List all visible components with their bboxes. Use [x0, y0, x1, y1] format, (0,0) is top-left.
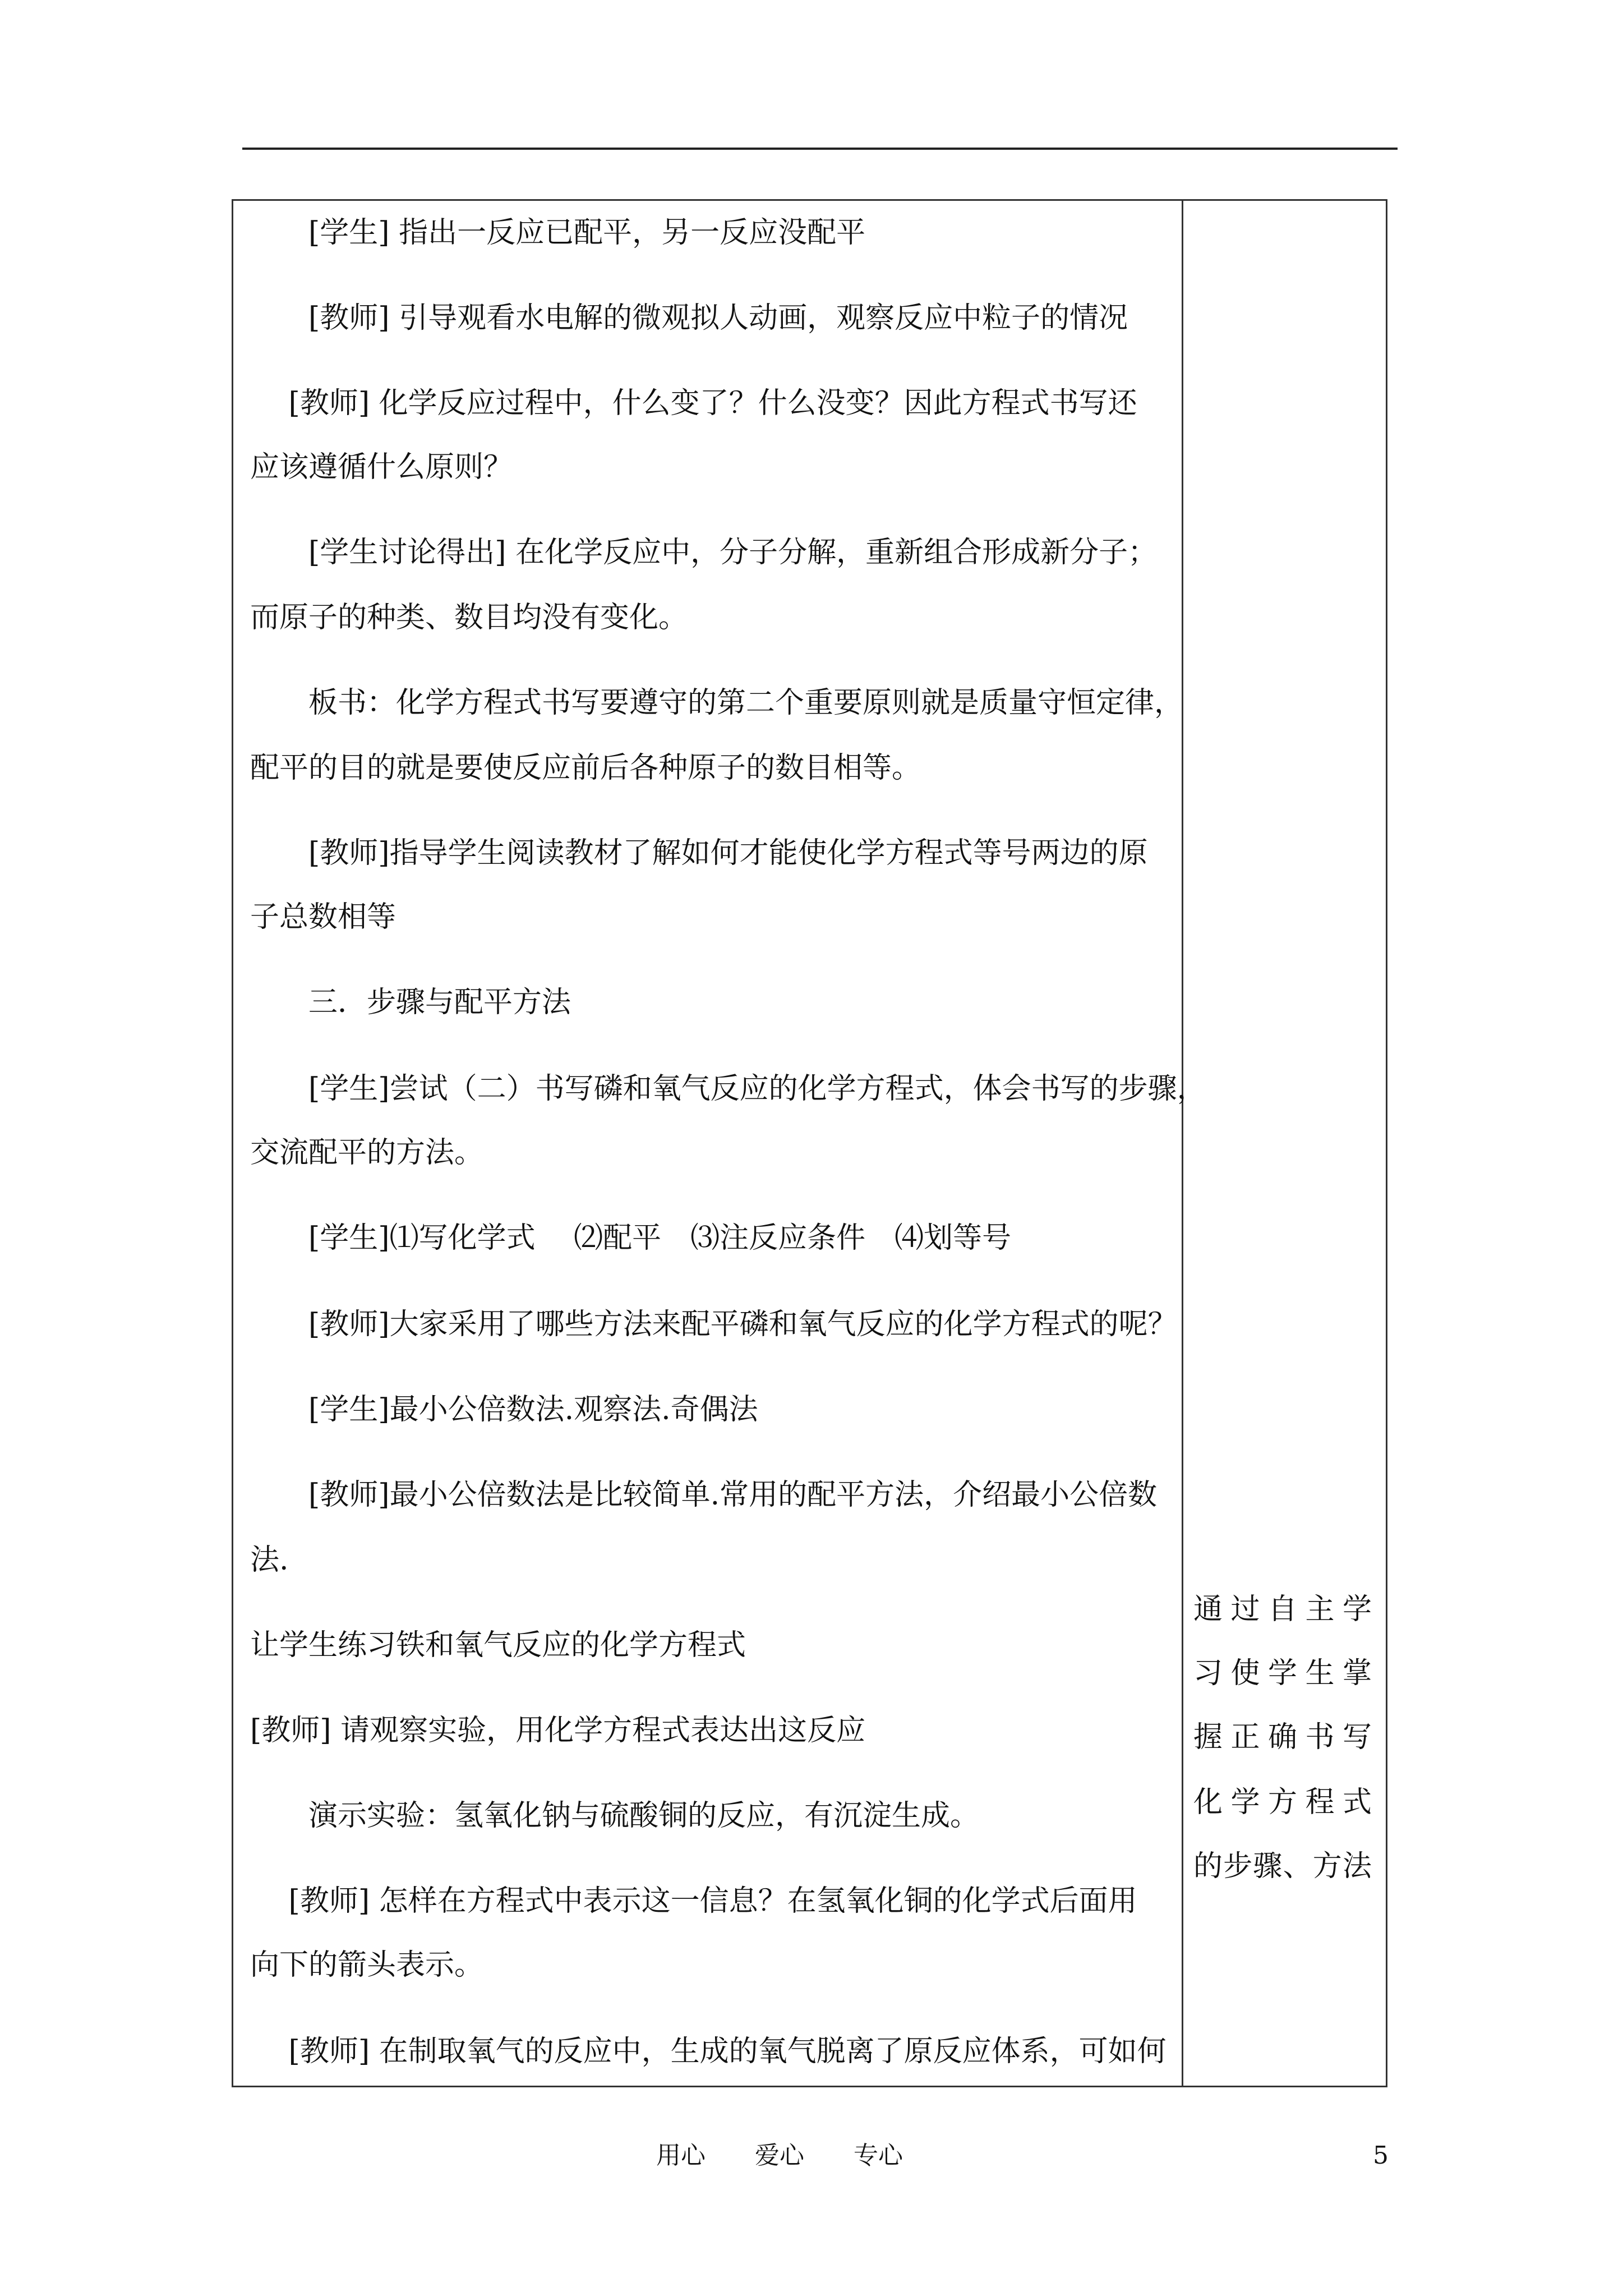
text-line: [教师]大家采用了哪些方法来配平磷和氧气反应的化学方程式的呢？: [250, 1308, 1177, 1341]
header-rule: [242, 148, 1398, 150]
text-line: 向下的箭头表示。: [250, 1948, 484, 1982]
text-line: 交流配平的方法。: [250, 1136, 484, 1170]
text-line: [教师]指导学生阅读教材了解如何才能使化学方程式等号两边的原: [250, 836, 1148, 870]
text-line: 板书：化学方程式书写要遵守的第二个重要原则就是质量守恒定律，: [250, 686, 1184, 720]
side-text-line: 化学方程式: [1193, 1786, 1372, 1819]
text-line: [学生]尝试（二）书写磷和氧气反应的化学方程式，体会书写的步骤，: [250, 1072, 1206, 1106]
text-line: 让学生练习铁和氧气反应的化学方程式: [250, 1628, 746, 1662]
text-line: [学生] 指出一反应已配平，另一反应没配平: [250, 216, 866, 250]
footer-motto: 用心 爱心 专心: [656, 2141, 903, 2170]
side-text-line: 习使学生掌: [1193, 1657, 1372, 1690]
text-line: 应该遵循什么原则？: [250, 450, 513, 484]
text-line: 子总数相等: [250, 900, 396, 934]
text-line: [教师]最小公倍数法是比较简单.常用的配平方法，介绍最小公倍数: [250, 1478, 1158, 1512]
table-column-divider: [1182, 199, 1183, 2087]
text-line: 法.: [250, 1543, 289, 1577]
side-text-line: 握正确书写: [1193, 1720, 1372, 1754]
text-line: 配平的目的就是要使反应前后各种原子的数目相等。: [250, 751, 921, 785]
text-line: [教师] 引导观看水电解的微观拟人动画，观察反应中粒子的情况: [250, 301, 1128, 335]
text-line: [教师] 化学反应过程中，什么变了？什么没变？因此方程式书写还: [250, 386, 1137, 420]
text-line: [教师] 在制取氧气的反应中，生成的氧气脱离了原反应体系，可如何: [250, 2035, 1166, 2068]
text-line: [学生]⑴写化学式 ⑵配平 ⑶注反应条件 ⑷划等号: [250, 1221, 1012, 1255]
text-line: [学生讨论得出] 在化学反应中，分子分解，重新组合形成新分子；: [250, 536, 1158, 569]
section-heading: 三．步骤与配平方法: [250, 986, 571, 1019]
text-line: 演示实验：氢氧化钠与硫酸铜的反应，有沉淀生成。: [250, 1799, 980, 1833]
side-text-line: 通过自主学: [1193, 1593, 1372, 1626]
text-line: [教师] 请观察实验，用化学方程式表达出这反应: [250, 1714, 866, 1747]
page-number: 5: [1373, 2141, 1389, 2170]
text-line: [教师] 怎样在方程式中表示这一信息？在氢氧化铜的化学式后面用: [250, 1884, 1137, 1918]
text-line: [学生]最小公倍数法.观察法.奇偶法: [250, 1393, 758, 1427]
side-text-line: 的步骤、方法: [1193, 1849, 1372, 1883]
text-line: 而原子的种类、数目均没有变化。: [250, 601, 688, 634]
